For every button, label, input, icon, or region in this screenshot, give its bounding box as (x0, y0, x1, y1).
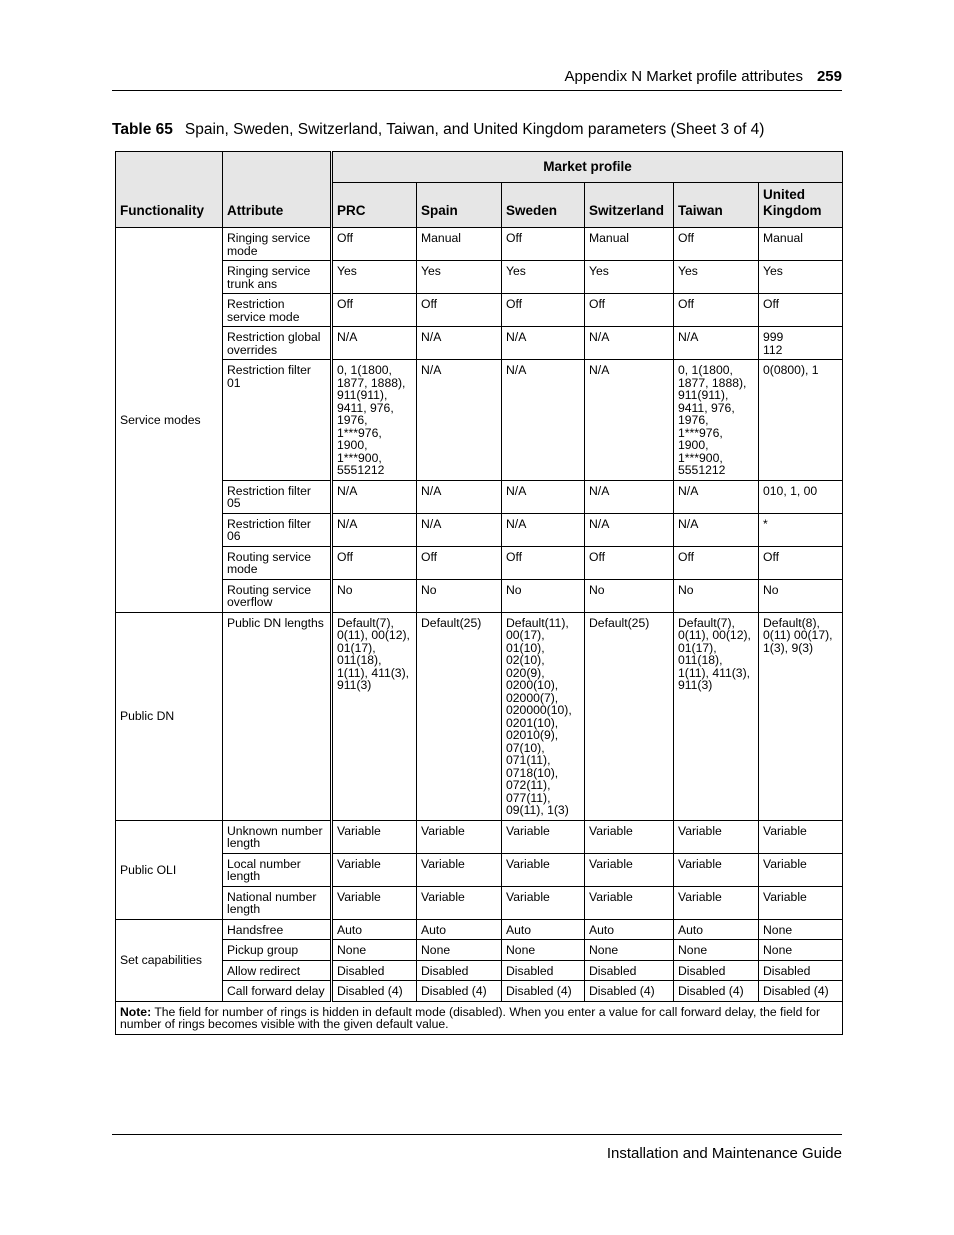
value-cell: Yes (674, 261, 759, 294)
value-cell: Default(7), 0(11), 00(12), 01(17), 011(18), 1(11), 411(3), 911(3) (674, 612, 759, 820)
value-cell: Default(8), 0(11) 00(17), 1(3), 9(3) (759, 612, 843, 820)
header-title: Appendix N Market profile attributes (564, 68, 803, 85)
value-cell: Auto (674, 919, 759, 940)
table-row (116, 981, 843, 1002)
value-cell: Variable (674, 853, 759, 886)
note-row (116, 1001, 843, 1034)
value-cell: Disabled (4) (759, 981, 843, 1002)
value-cell: Disabled (585, 960, 674, 981)
value-cell: Variable (502, 886, 585, 919)
note-label: Note: (120, 1004, 152, 1019)
value-cell: Variable (417, 886, 502, 919)
value-cell: Off (585, 294, 674, 327)
value-cell: Disabled (417, 960, 502, 981)
table-caption-text: Spain, Sweden, Switzerland, Taiwan, and United Kingdom parameters (Sheet 3 of 4) (184, 121, 765, 138)
value-cell: Variable (502, 853, 585, 886)
header-market: Taiwan (674, 183, 759, 228)
attribute-cell: Ringing service trunk ans (223, 261, 332, 294)
table-row (116, 820, 843, 853)
value-cell: Variable (585, 853, 674, 886)
value-cell: 999 112 (759, 327, 843, 360)
value-cell: No (674, 579, 759, 612)
value-cell: Variable (417, 853, 502, 886)
note-text: The field for number of rings is hidden in default mode (disabled). When you enter a value for call forward delay, the field for number of rings becomes visible with the given default value. (120, 1004, 821, 1031)
table-row (116, 940, 843, 961)
table-row (116, 579, 843, 612)
value-cell: Off (585, 546, 674, 579)
value-cell: None (674, 940, 759, 961)
attribute-cell: Ringing service mode (223, 228, 332, 261)
value-cell: Off (759, 294, 843, 327)
value-cell: Variable (585, 886, 674, 919)
value-cell: Yes (759, 261, 843, 294)
table-row (116, 612, 843, 820)
value-cell: 010, 1, 00 (759, 480, 843, 513)
table-row (116, 919, 843, 940)
table-row (116, 261, 843, 294)
attribute-cell: Restriction filter 05 (223, 480, 332, 513)
table-body (116, 228, 843, 1002)
value-cell: None (759, 919, 843, 940)
value-cell: Auto (417, 919, 502, 940)
page-footer (112, 1134, 842, 1162)
table-note (116, 1001, 843, 1034)
value-cell: None (759, 940, 843, 961)
value-cell: Off (502, 546, 585, 579)
functionality-cell: Public OLI (116, 820, 223, 919)
value-cell: * (759, 513, 843, 546)
value-cell: Off (417, 546, 502, 579)
value-cell: 0, 1(1800, 1877, 1888), 911(911), 9411, 976, 1976, 1***976, 1900, 1***900, 5551212 (674, 360, 759, 481)
value-cell: Yes (585, 261, 674, 294)
value-cell: Auto (332, 919, 417, 940)
value-cell: 0(0800), 1 (759, 360, 843, 481)
value-cell: Off (417, 294, 502, 327)
value-cell: Variable (332, 853, 417, 886)
value-cell: Off (674, 228, 759, 261)
header-market: Spain (417, 183, 502, 228)
table-row (116, 327, 843, 360)
value-cell: Default(11), 00(17), 01(10), 02(10), 020(9), 0200(10), 02000(7), 020000(10), 0201(10), 02010(9), 07(10), 071(11), 0718(10), 072(11), 077(11), 09(11), 1(3) (502, 612, 585, 820)
value-cell: Disabled (759, 960, 843, 981)
value-cell: N/A (417, 327, 502, 360)
value-cell: Variable (759, 853, 843, 886)
value-cell: Disabled (332, 960, 417, 981)
value-cell: Yes (332, 261, 417, 294)
value-cell: Variable (585, 820, 674, 853)
attribute-cell: Call forward delay (223, 981, 332, 1002)
value-cell: Yes (417, 261, 502, 294)
value-cell: No (332, 579, 417, 612)
value-cell: N/A (585, 360, 674, 481)
attribute-cell: Restriction global overrides (223, 327, 332, 360)
attribute-cell: Public DN lengths (223, 612, 332, 820)
table-row (116, 294, 843, 327)
value-cell: 0, 1(1800, 1877, 1888), 911(911), 9411, 976, 1976, 1***976, 1900, 1***900, 5551212 (332, 360, 417, 481)
value-cell: Off (502, 228, 585, 261)
value-cell: Default(25) (417, 612, 502, 820)
value-cell: Yes (502, 261, 585, 294)
attribute-cell: Routing service overflow (223, 579, 332, 612)
value-cell: None (332, 940, 417, 961)
attribute-cell: Routing service mode (223, 546, 332, 579)
value-cell: No (759, 579, 843, 612)
value-cell: No (502, 579, 585, 612)
table-row (116, 480, 843, 513)
value-cell: Disabled (4) (332, 981, 417, 1002)
value-cell: Default(25) (585, 612, 674, 820)
value-cell: Variable (332, 886, 417, 919)
table-caption-label: Table 65 (112, 121, 173, 138)
value-cell: Off (674, 294, 759, 327)
value-cell: N/A (585, 327, 674, 360)
value-cell: Variable (332, 820, 417, 853)
value-cell: Variable (417, 820, 502, 853)
table-row (116, 513, 843, 546)
value-cell: Disabled (4) (674, 981, 759, 1002)
attribute-cell: Handsfree (223, 919, 332, 940)
attribute-cell: National number length (223, 886, 332, 919)
value-cell: Manual (417, 228, 502, 261)
header-market: Switzerland (585, 183, 674, 228)
value-cell: No (417, 579, 502, 612)
table-caption (112, 121, 764, 139)
table-row (116, 360, 843, 481)
value-cell: Disabled (4) (585, 981, 674, 1002)
value-cell: N/A (674, 327, 759, 360)
table-row (116, 886, 843, 919)
value-cell: Disabled (4) (417, 981, 502, 1002)
value-cell: N/A (502, 513, 585, 546)
value-cell: None (585, 940, 674, 961)
value-cell: N/A (674, 513, 759, 546)
header-market: Sweden (502, 183, 585, 228)
value-cell: Variable (502, 820, 585, 853)
table-row (116, 960, 843, 981)
value-cell: None (502, 940, 585, 961)
value-cell: Variable (759, 820, 843, 853)
value-cell: No (585, 579, 674, 612)
value-cell: Default(7), 0(11), 00(12), 01(17), 011(18), 1(11), 411(3), 911(3) (332, 612, 417, 820)
value-cell: Off (674, 546, 759, 579)
header-functionality: Functionality (116, 152, 223, 228)
attribute-cell: Restriction service mode (223, 294, 332, 327)
value-cell: N/A (502, 480, 585, 513)
value-cell: Disabled (674, 960, 759, 981)
header-market: United Kingdom (759, 183, 843, 228)
value-cell: N/A (502, 327, 585, 360)
value-cell: Disabled (502, 960, 585, 981)
value-cell: N/A (585, 480, 674, 513)
value-cell: Manual (759, 228, 843, 261)
header-attribute: Attribute (223, 152, 332, 228)
functionality-cell: Set capabilities (116, 919, 223, 1001)
page-header (112, 68, 842, 91)
value-cell: Auto (585, 919, 674, 940)
attribute-cell: Restriction filter 06 (223, 513, 332, 546)
functionality-cell: Service modes (116, 228, 223, 613)
value-cell: N/A (585, 513, 674, 546)
attribute-cell: Local number length (223, 853, 332, 886)
value-cell: N/A (417, 513, 502, 546)
header-market: PRC (332, 183, 417, 228)
value-cell: Variable (759, 886, 843, 919)
value-cell: Variable (674, 820, 759, 853)
attribute-cell: Pickup group (223, 940, 332, 961)
table-row (116, 853, 843, 886)
attribute-cell: Unknown number length (223, 820, 332, 853)
value-cell: N/A (417, 480, 502, 513)
value-cell: N/A (332, 327, 417, 360)
market-profile-table (115, 151, 843, 1035)
attribute-cell: Allow redirect (223, 960, 332, 981)
value-cell: Disabled (4) (502, 981, 585, 1002)
value-cell: None (417, 940, 502, 961)
value-cell: Off (759, 546, 843, 579)
attribute-cell: Restriction filter 01 (223, 360, 332, 481)
value-cell: Off (332, 228, 417, 261)
value-cell: Manual (585, 228, 674, 261)
value-cell: N/A (332, 513, 417, 546)
value-cell: N/A (502, 360, 585, 481)
table-row (116, 228, 843, 261)
value-cell: Off (332, 294, 417, 327)
value-cell: N/A (674, 480, 759, 513)
table-row (116, 546, 843, 579)
functionality-cell: Public DN (116, 612, 223, 820)
value-cell: N/A (417, 360, 502, 481)
value-cell: Off (502, 294, 585, 327)
value-cell: N/A (332, 480, 417, 513)
header-market-profile: Market profile (332, 152, 843, 183)
value-cell: Variable (674, 886, 759, 919)
footer-text: Installation and Maintenance Guide (606, 1145, 842, 1162)
value-cell: Off (332, 546, 417, 579)
value-cell: Auto (502, 919, 585, 940)
page-number: 259 (816, 68, 842, 85)
